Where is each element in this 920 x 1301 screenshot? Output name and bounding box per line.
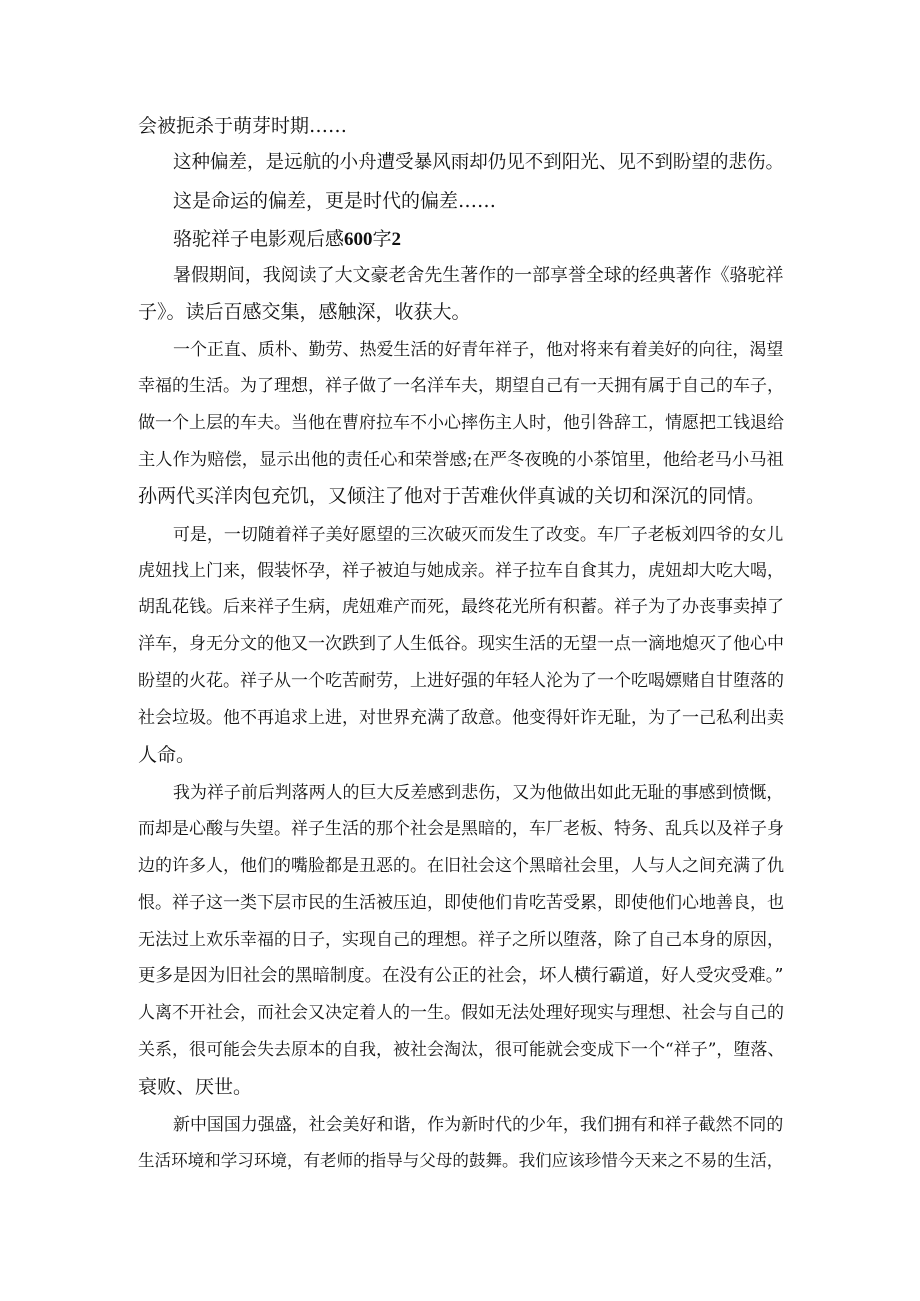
heading-unit: 字: [372, 228, 392, 250]
text-line: 可是，一切随着祥子美好愿望的三次破灭而发生了改变。车厂子老板刘四爷的女儿: [173, 524, 784, 544]
text-line: 更多是因为旧社会的黑暗制度。在没有公正的社会，坏人横行霸道，好人受灾受难。”: [138, 966, 784, 986]
text-line: 子》。读后百感交集，感触深，收获大。: [138, 301, 471, 323]
text-line: 衰败、厌世。: [138, 1076, 253, 1098]
text-line: 社会垃圾。他不再追求上进，对世界充满了敌意。他变得奸诈无耻，为了一己私利出卖: [138, 708, 784, 728]
text-line: 我为祥子前后判落两人的巨大反差感到悲伤，又为他做出如此无耻的事感到愤慨，: [173, 782, 784, 802]
text-line: 胡乱花钱。后来祥子生病，虎妞难产而死，最终花光所有积蓄。祥子为了办丧事卖掉了: [138, 597, 784, 617]
text-line: 虎妞找上门来，假装怀孕，祥子被迫与她成亲。祥子拉车自食其力，虎妞却大吃大喝，: [138, 561, 784, 581]
text-line: 会被扼杀于萌芽时期……: [138, 115, 348, 137]
heading-title: 骆驼祥子电影观后感: [173, 228, 345, 250]
text-line: 关系，很可能会失去原本的自我，被社会淘汰，很可能就会变成下一个“祥子”，堕落、: [138, 1040, 785, 1060]
section-heading: [173, 227, 401, 252]
text-line: 人离不开社会，而社会又决定着人的一生。假如无法处理好现实与理想、社会与自己的: [138, 1003, 784, 1023]
text-line: 主人作为赔偿，显示出他的责任心和荣誉感;在严冬夜晚的小茶馆里，他给老马小马祖: [138, 450, 784, 470]
text-line: 一个正直、质朴、勤劳、热爱生活的好青年祥子，他对将来有着美好的向往，渴望: [173, 339, 784, 359]
text-line: 无法过上欢乐幸福的日子，实现自己的理想。祥子之所以堕落，除了自己本身的原因，: [138, 930, 784, 950]
text-line: 做一个上层的车夫。当他在曹府拉车不小心摔伤主人时，他引咎辞工，情愿把工钱退给: [138, 413, 784, 433]
text-line: 人命。: [138, 744, 196, 766]
text-line: 幸福的生活。为了理想，祥子做了一名洋车夫，期望自己有一天拥有属于自己的车子，: [138, 376, 784, 396]
text-line: 恨。祥子这一类下层市民的生活被压迫，即使他们肯吃苦受累，即使他们心地善良，也: [138, 893, 784, 913]
text-line: 盼望的火花。祥子从一个吃苦耐劳，上进好强的年轻人沦为了一个吃喝嫖赌自甘堕落的: [138, 671, 784, 691]
heading-number: 600: [344, 229, 373, 250]
text-line: 新中国国力强盛，社会美好和谐，作为新时代的少年，我们拥有和祥子截然不同的: [173, 1114, 784, 1134]
text-line: 孙两代买洋肉包充饥，又倾注了他对于苦难伙伴真诚的关切和深沉的同情。: [138, 485, 766, 507]
text-line: 这种偏差，是远航的小舟遭受暴风雨却仍见不到阳光、见不到盼望的悲伤。: [173, 152, 785, 173]
text-line: 边的许多人，他们的嘴脸都是丑恶的。在旧社会这个黑暗社会里，人与人之间充满了仇: [138, 856, 784, 876]
text-line: 而却是心酸与失望。祥子生活的那个社会是黑暗的，车厂老板、特务、乱兵以及祥子身: [138, 819, 784, 839]
text-line: 洋车，身无分文的他又一次跌到了人生低谷。现实生活的无望一点一滴地熄灭了他心中: [138, 634, 784, 654]
text-line: 生活环境和学习环境，有老师的指导与父母的鼓舞。我们应该珍惜今天来之不易的生活，: [138, 1151, 784, 1170]
text-line: 暑假期间，我阅读了大文豪老舍先生著作的一部享誉全球的经典著作《骆驼祥: [173, 265, 784, 286]
text-line: 这是命运的偏差，更是时代的偏差……: [173, 190, 497, 212]
heading-index: 2: [391, 229, 402, 250]
